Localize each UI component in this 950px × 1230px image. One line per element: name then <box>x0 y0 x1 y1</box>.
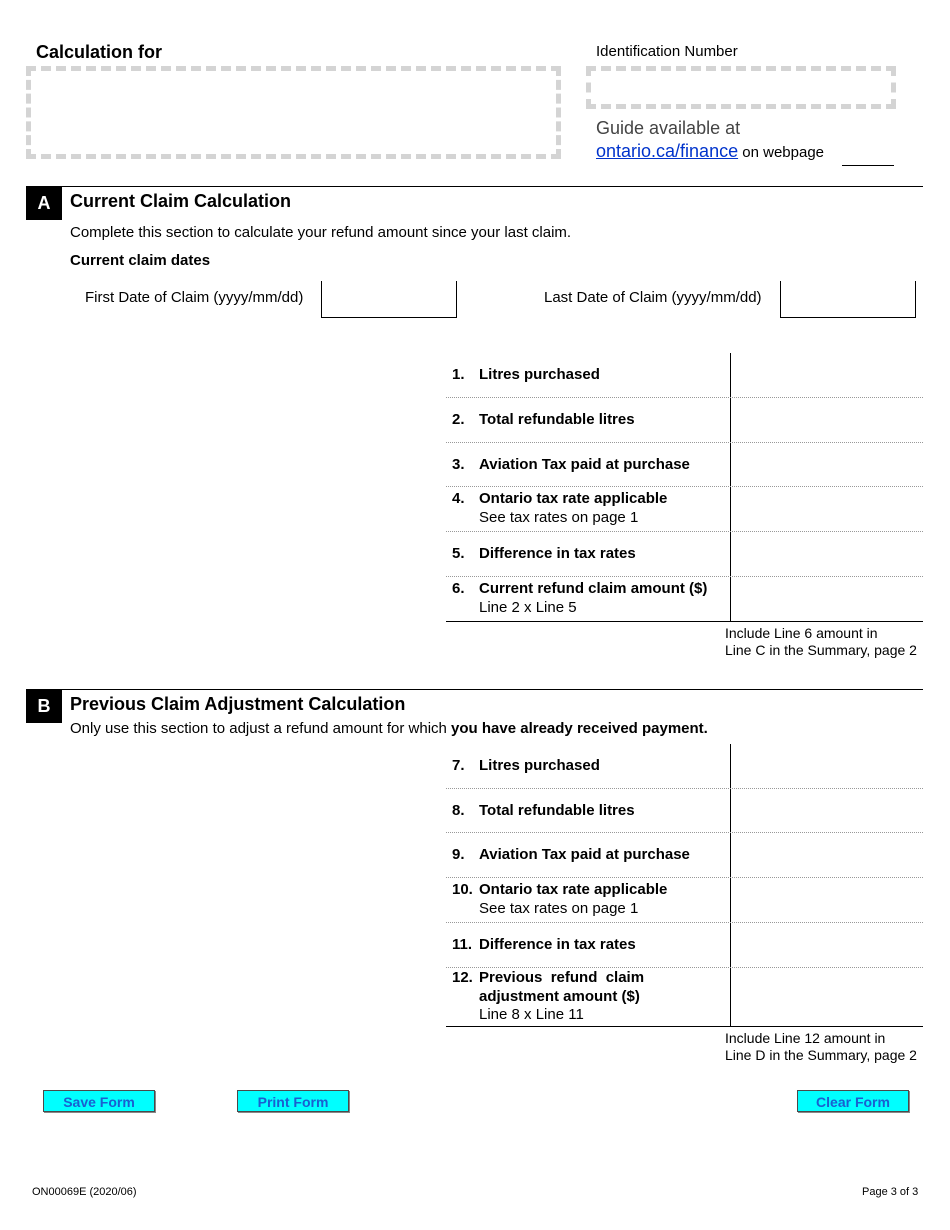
form-code: ON00069E (2020/06) <box>32 1186 137 1198</box>
guide-suffix: on webpage <box>738 144 824 161</box>
line-sublabel: See tax rates on page 1 <box>479 509 639 526</box>
line-sublabel: Line 8 x Line 11 <box>479 1006 584 1023</box>
line-label: Total refundable litres <box>479 411 635 428</box>
section-b-title: Previous Claim Adjustment Calculation <box>70 694 406 714</box>
line-number: 5. <box>452 545 465 562</box>
table-row <box>446 353 923 398</box>
guide-link[interactable]: ontario.ca/finance <box>596 141 739 161</box>
section-b-intro <box>70 720 708 737</box>
line-label: Difference in tax rates <box>479 545 636 562</box>
line-10-input[interactable] <box>730 878 923 922</box>
table-row <box>446 577 923 622</box>
current-claim-dates-heading: Current claim dates <box>70 252 211 269</box>
section-a-table <box>446 353 923 622</box>
table-row <box>446 923 923 968</box>
section-a-divider <box>62 186 923 187</box>
line-number: 6. <box>452 580 465 597</box>
line-8-input[interactable] <box>730 789 923 832</box>
first-date-label: First Date of Claim (yyyy/mm/dd) <box>85 289 304 306</box>
section-a-note <box>725 625 917 659</box>
calculation-for-label: Calculation for <box>36 42 163 62</box>
line-5-input[interactable] <box>730 532 923 576</box>
section-b-intro-emphasis: you have already received payment. <box>451 720 708 737</box>
line-number: 11. <box>452 936 473 953</box>
table-row <box>446 833 923 878</box>
save-form-button[interactable]: Save Form <box>43 1090 155 1112</box>
line-9-input[interactable] <box>730 833 923 877</box>
note-line: Line C in the Summary, page 2 <box>725 642 917 658</box>
line-label: Litres purchased <box>479 757 600 774</box>
line-number: 7. <box>452 757 465 774</box>
section-b-badge: B <box>26 689 62 723</box>
webpage-blank <box>842 164 894 166</box>
last-date-label: Last Date of Claim (yyyy/mm/dd) <box>544 289 762 306</box>
table-row <box>446 789 923 833</box>
first-date-input[interactable] <box>321 281 457 318</box>
section-b-table <box>446 744 923 1027</box>
line-number: 4. <box>452 490 465 507</box>
line-label: Current refund claim amount ($) <box>479 580 708 597</box>
line-number: 8. <box>452 802 465 819</box>
line-number: 12. <box>452 969 473 986</box>
guide-link-line <box>596 141 824 162</box>
line-11-input[interactable] <box>730 923 923 967</box>
line-label: Difference in tax rates <box>479 936 636 953</box>
line-3-input[interactable] <box>730 443 923 486</box>
calculation-for-field[interactable] <box>26 66 561 159</box>
guide-text: Guide available at <box>596 118 741 138</box>
line-2-input[interactable] <box>730 398 923 442</box>
identification-number-field[interactable] <box>586 66 896 109</box>
print-form-button[interactable]: Print Form <box>237 1090 349 1112</box>
section-b-note <box>725 1030 917 1064</box>
line-number: 9. <box>452 846 465 863</box>
section-a-intro: Complete this section to calculate your refund amount since your last claim. <box>70 224 572 241</box>
line-7-input[interactable] <box>730 744 923 788</box>
section-b-intro-text: Only use this section to adjust a refund amount for which <box>70 720 452 737</box>
table-row <box>446 443 923 487</box>
table-row <box>446 398 923 443</box>
note-line: Include Line 6 amount in <box>725 625 878 641</box>
identification-number-label: Identification Number <box>596 43 738 60</box>
line-number: 3. <box>452 456 465 473</box>
line-label: Ontario tax rate applicable <box>479 881 668 898</box>
line-number: 2. <box>452 411 465 428</box>
line-number: 10. <box>452 881 473 898</box>
line-sublabel: Line 2 x Line 5 <box>479 599 577 616</box>
section-b-divider <box>62 689 923 690</box>
note-line: Line D in the Summary, page 2 <box>725 1047 917 1063</box>
line-sublabel: See tax rates on page 1 <box>479 900 639 917</box>
table-row <box>446 878 923 923</box>
line-label: Aviation Tax paid at purchase <box>479 846 690 863</box>
line-label: Aviation Tax paid at purchase <box>479 456 690 473</box>
line-label: Litres purchased <box>479 366 600 383</box>
line-label: Previous refund claim <box>479 969 645 986</box>
note-line: Include Line 12 amount in <box>725 1030 886 1046</box>
line-6-input[interactable] <box>730 577 923 621</box>
clear-form-button[interactable]: Clear Form <box>797 1090 909 1112</box>
line-label-continued: adjustment amount ($) <box>479 988 640 1005</box>
line-label: Total refundable litres <box>479 802 635 819</box>
table-row <box>446 968 923 1027</box>
section-a-title: Current Claim Calculation <box>70 191 292 211</box>
line-4-input[interactable] <box>730 487 923 531</box>
line-label: Ontario tax rate applicable <box>479 490 668 507</box>
last-date-input[interactable] <box>780 281 916 318</box>
line-1-input[interactable] <box>730 353 923 397</box>
table-row <box>446 532 923 577</box>
table-row <box>446 744 923 789</box>
page-number: Page 3 of 3 <box>862 1186 919 1198</box>
line-number: 1. <box>452 366 465 383</box>
section-a-badge: A <box>26 186 62 220</box>
table-row <box>446 487 923 532</box>
line-12-input[interactable] <box>730 968 923 1026</box>
